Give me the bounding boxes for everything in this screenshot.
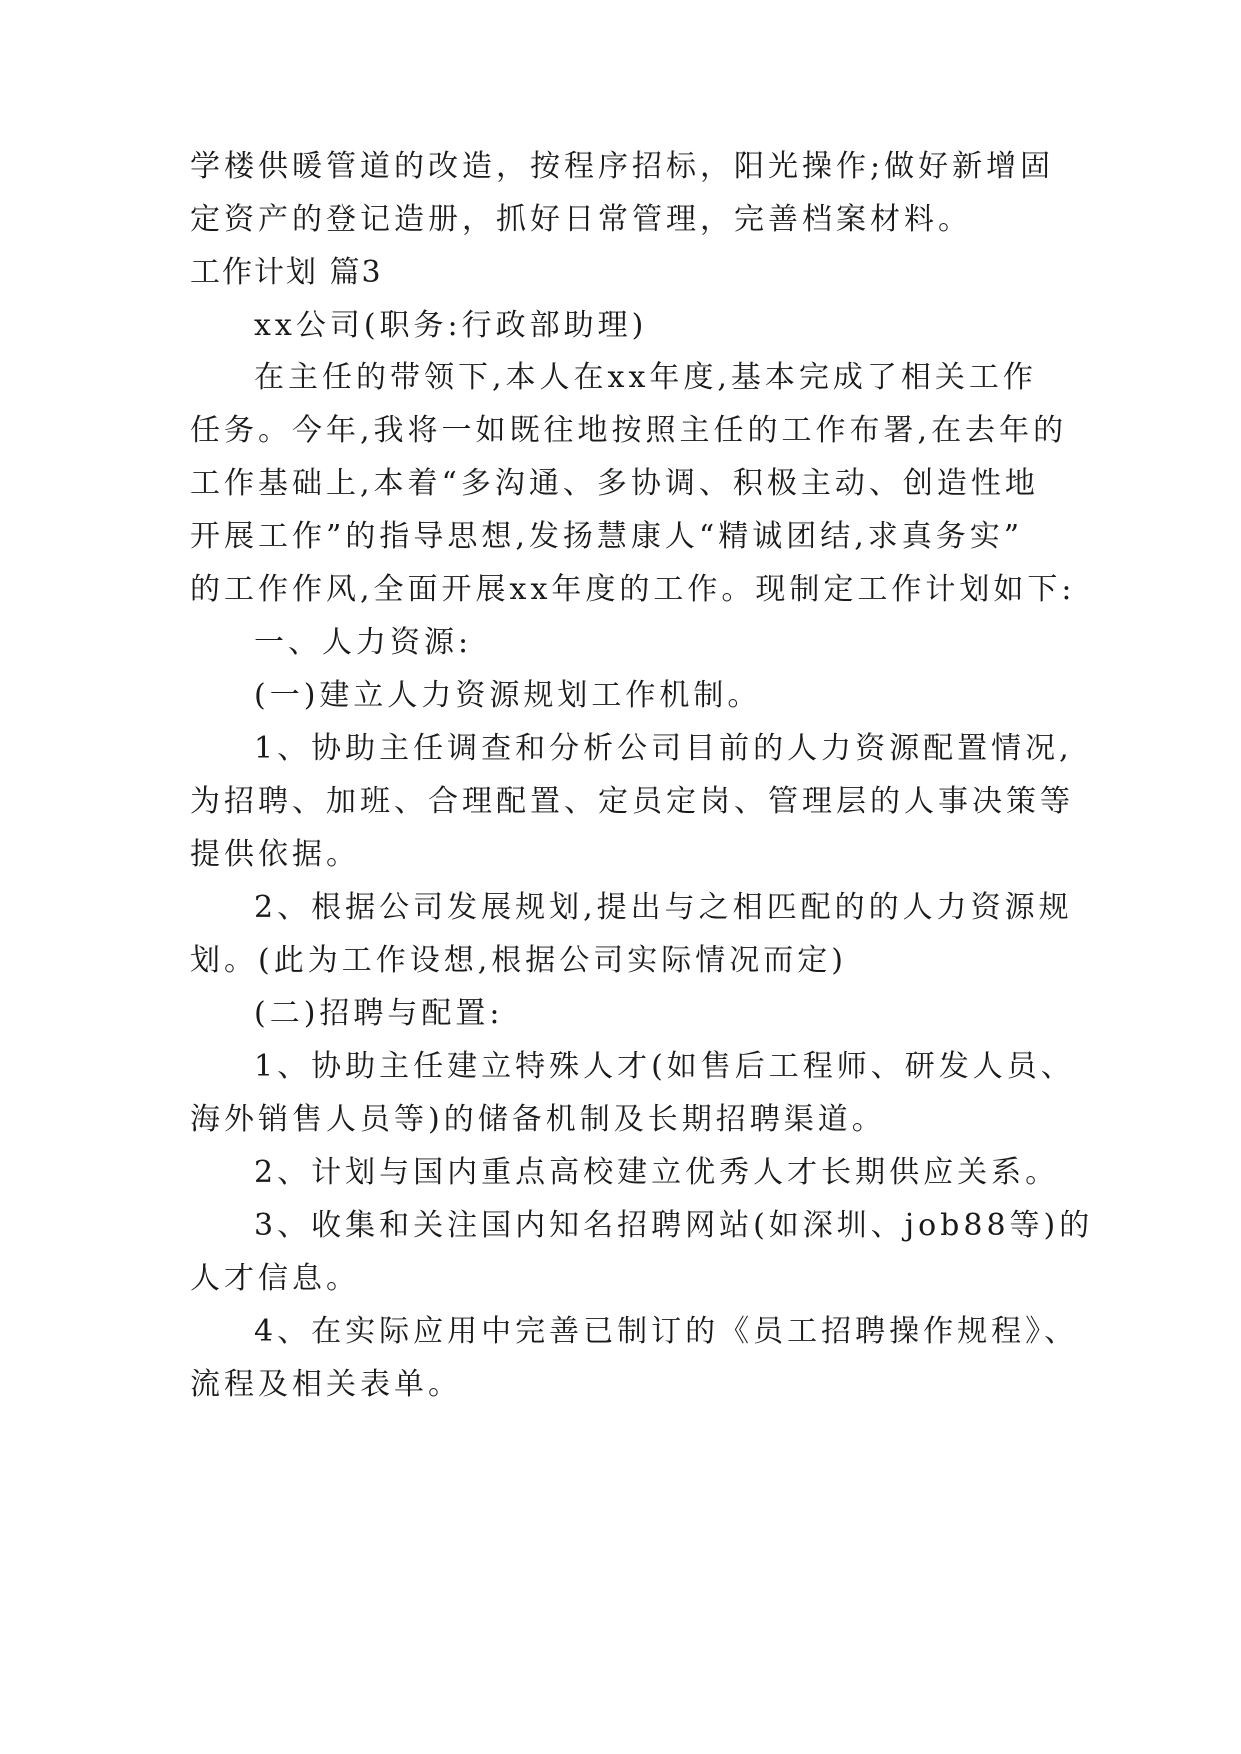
subheading-1: (一)建立人力资源规划工作机制。 xyxy=(254,678,762,713)
text-line-22: 人才信息。 xyxy=(190,1261,360,1296)
text-line-5: 在主任的带领下,本人在xx年度,基本完成了相关工作 xyxy=(254,360,1037,395)
text-line-23: 4、在实际应用中完善已制订的《员工招聘操作规程》、 xyxy=(254,1314,1079,1349)
subheading-hr: 一、人力资源: xyxy=(254,625,473,660)
text-line-21: 3、收集和关注国内知名招聘网站(如深圳、job88等)的 xyxy=(254,1208,1094,1243)
company-position-line: xx公司(职务:行政部助理) xyxy=(254,308,648,343)
text-line-2: 定资产的登记造册，抓好日常管理，完善档案材料。 xyxy=(190,202,972,237)
text-line-24: 流程及相关表单。 xyxy=(190,1367,462,1402)
text-line-13: 为招聘、加班、合理配置、定员定岗、管理层的人事决策等 xyxy=(190,784,1074,819)
text-line-19: 海外销售人员等)的储备机制及长期招聘渠道。 xyxy=(190,1102,886,1137)
text-line-16: 划。(此为工作设想,根据公司实际情况而定) xyxy=(190,943,847,978)
text-line-12: 1、协助主任调查和分析公司目前的人力资源配置情况, xyxy=(254,731,1073,766)
text-line-9: 的工作作风,全面开展xx年度的工作。现制定工作计划如下: xyxy=(190,572,1076,607)
text-line-14: 提供依据。 xyxy=(190,837,360,872)
text-line-15: 2、根据公司发展规划,提出与之相匹配的的人力资源规 xyxy=(254,890,1073,925)
text-line-1: 学楼供暖管道的改造，按程序招标，阳光操作;做好新增固 xyxy=(190,149,1055,184)
text-line-6: 任务。今年,我将一如既往地按照主任的工作布署,在去年的 xyxy=(190,413,1068,448)
text-line-8: 开展工作”的指导思想,发扬慧康人“精诚团结,求真务实” xyxy=(190,519,1024,554)
text-line-18: 1、协助主任建立特殊人才(如售后工程师、研发人员、 xyxy=(254,1049,1075,1084)
section-heading: 工作计划 篇3 xyxy=(190,255,383,290)
text-line-7: 工作基础上,本着“多沟通、多协调、积极主动、创造性地 xyxy=(190,466,1039,501)
subheading-2: (二)招聘与配置: xyxy=(254,996,504,1031)
text-line-20: 2、计划与国内重点高校建立优秀人才长期供应关系。 xyxy=(254,1155,1060,1190)
